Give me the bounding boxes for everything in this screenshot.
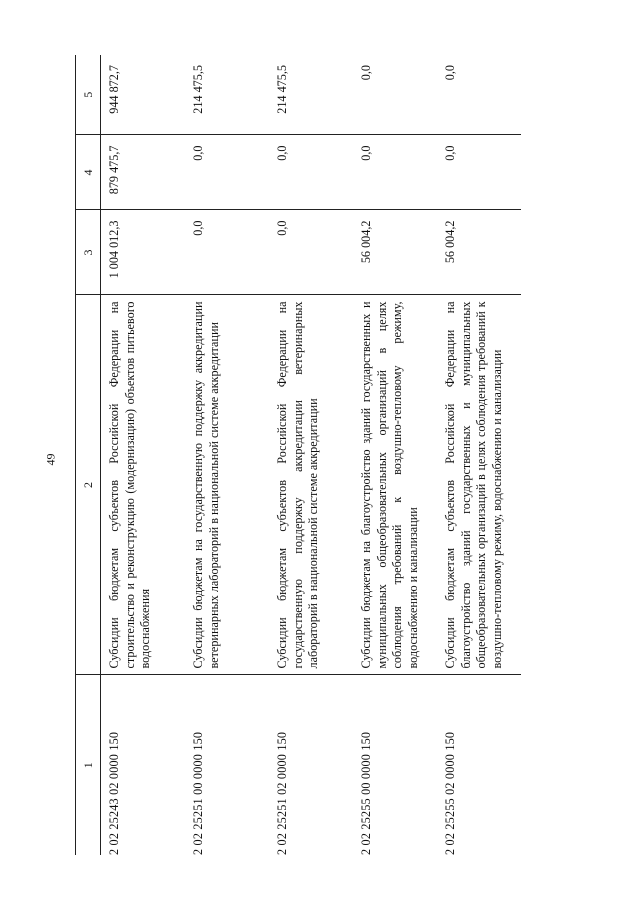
header-row: [76, 55, 101, 855]
budget-code: 2 02 25243 02 0000 150: [101, 675, 186, 855]
budget-code: 2 02 25251 02 0000 150: [269, 675, 353, 855]
amount-col-3: 1 004 012,3: [101, 210, 186, 295]
table-row: [437, 55, 521, 855]
amount-col-3: 56 004,2: [353, 210, 437, 295]
amount-col-4: 0,0: [269, 135, 353, 210]
amount-col-5: 214 475,5: [269, 55, 353, 135]
table-row: [185, 55, 269, 855]
amount-col-3: 0,0: [185, 210, 269, 295]
budget-table: [75, 55, 521, 855]
amount-col-4: 0,0: [437, 135, 521, 210]
revenue-name: Субсидии бюджетам на государственную поддержку аккредитации ветеринарных лабораторий в национальной системе аккредитации: [185, 295, 269, 675]
amount-col-5: 214 475,5: [185, 55, 269, 135]
budget-code: 2 02 25255 00 0000 150: [353, 675, 437, 855]
col-header-2: 2: [76, 295, 101, 675]
revenue-name: Субсидии бюджетам субъектов Российской Федерации на государственную поддержку аккредитации ветеринарных лабораторий в национальной системе аккредитации: [269, 295, 353, 675]
budget-table-rotated: [75, 55, 570, 855]
amount-col-4: 879 475,7: [101, 135, 186, 210]
table-row: [353, 55, 437, 855]
col-header-5: 5: [76, 55, 101, 135]
amount-col-3: 0,0: [269, 210, 353, 295]
revenue-name: Субсидии бюджетам субъектов Российской Федерации на благоустройство зданий государственных и муниципальных общеобразовательных организаций в целях соблюдения требований к воздушно-тепловому режиму, водоснабжению и канализации: [437, 295, 521, 675]
budget-code: 2 02 25251 00 0000 150: [185, 675, 269, 855]
col-header-4: 4: [76, 135, 101, 210]
table-row: [269, 55, 353, 855]
amount-col-4: 0,0: [185, 135, 269, 210]
page-number: 49: [43, 453, 58, 466]
col-header-3: 3: [76, 210, 101, 295]
revenue-name: Субсидии бюджетам субъектов Российской Федерации на строительство и реконструкцию (модернизацию) объектов питьевого водоснабжения: [101, 295, 186, 675]
revenue-name: Субсидии бюджетам на благоустройство зданий государственных и муниципальных общеобразовательных организаций в целях соблюдения требований к воздушно-тепловому режиму, водоснабжению и канализации: [353, 295, 437, 675]
col-header-1: 1: [76, 675, 101, 855]
budget-code: 2 02 25255 02 0000 150: [437, 675, 521, 855]
amount-col-3: 56 004,2: [437, 210, 521, 295]
table-row: [101, 55, 186, 855]
amount-col-5: 0,0: [437, 55, 521, 135]
amount-col-5: 944 872,7: [101, 55, 186, 135]
amount-col-4: 0,0: [353, 135, 437, 210]
amount-col-5: 0,0: [353, 55, 437, 135]
